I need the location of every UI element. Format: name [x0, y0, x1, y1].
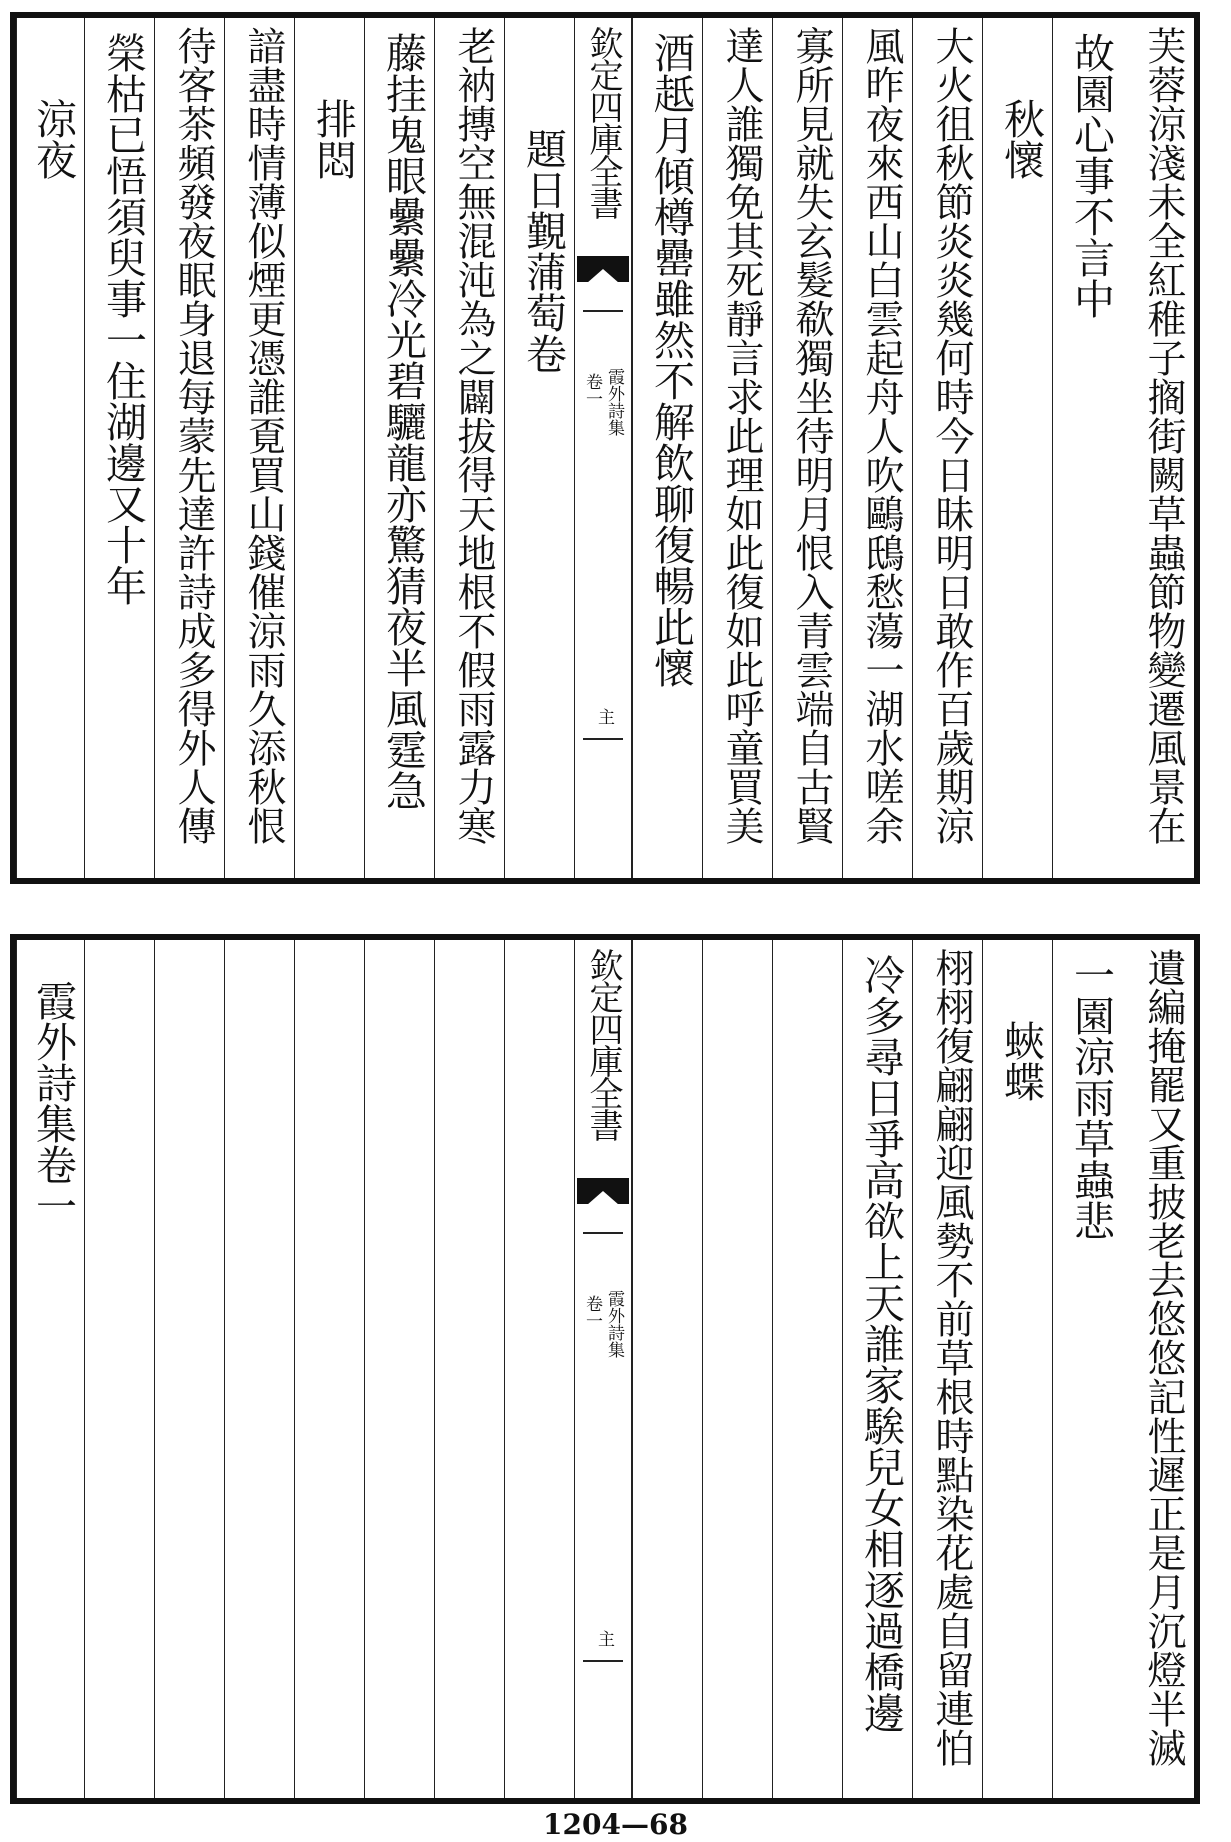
bottom-leaf-number: 主 [594, 1630, 614, 1647]
bottom-col-4 [912, 940, 982, 1798]
bottom-col-2 [1052, 940, 1122, 1798]
top-col-10-text: 題日覲蒲萄卷 [519, 128, 567, 374]
top-col-4 [912, 18, 982, 878]
bottom-col-3 [982, 940, 1052, 1798]
bottom-center-margin [574, 940, 632, 1798]
top-col-16 [84, 18, 154, 878]
top-col-13-text: 排悶 [309, 98, 357, 180]
top-fishtail [577, 256, 629, 282]
bottom-center-title: 欽定四庫全書 [583, 948, 623, 1140]
bottom-col-4-text: 栩栩復翩翩迎風勢不前草根時點染花處自留連怕 [929, 948, 974, 1767]
top-col-6 [772, 18, 842, 878]
top-col-10 [504, 18, 574, 878]
top-col-17-text: 涼夜 [29, 98, 77, 180]
bottom-fishtail [577, 1178, 629, 1204]
top-col-7 [702, 18, 772, 878]
top-fishtail-line [583, 310, 623, 312]
top-col-6-text: 寡所見就失玄髮欷獨坐待明月恨入青雲端自古賢 [789, 26, 834, 845]
top-col-14-text: 諳盡時情薄似煙更憑誰覔買山錢催涼雨久添秋恨 [241, 26, 286, 845]
top-col-3-text: 秋懷 [997, 98, 1045, 180]
top-leaf-number: 主 [594, 708, 614, 725]
bottom-col-10 [504, 940, 574, 1798]
bottom-col-16 [84, 940, 154, 1798]
bottom-col-5 [842, 940, 912, 1798]
bottom-col-8 [632, 940, 702, 1798]
top-col-14 [224, 18, 294, 878]
top-center-margin [574, 18, 632, 878]
bottom-fishtail-line [583, 1232, 623, 1234]
bottom-col-17 [16, 940, 84, 1798]
bottom-col-6 [772, 940, 842, 1798]
top-col-8 [632, 18, 702, 878]
top-col-1-text: 芙蓉涼淺未全紅稚子搁街闕草蟲節物變遷風景在 [1141, 26, 1186, 845]
top-col-12 [364, 18, 434, 878]
top-col-13 [294, 18, 364, 878]
top-col-2-text: 故園心事不言中 [1067, 32, 1115, 319]
bottom-col-7 [702, 940, 772, 1798]
page-top [10, 12, 1200, 884]
top-col-11-text: 老衲摶空無混沌為之闢拔得天地根不假雨露力寒 [451, 26, 496, 845]
bottom-col-5-text: 冷多尋日爭高欲上天誰家騃兒女相逐過橋邊 [857, 954, 905, 1733]
top-col-5-text: 風昨夜來西山白雲起舟人吹鷗䲭愁蕩一湖水嗟余 [859, 26, 904, 845]
bottom-bottom-line [583, 1660, 623, 1662]
bottom-col-13 [294, 940, 364, 1798]
top-col-17 [16, 18, 84, 878]
top-col-5 [842, 18, 912, 878]
top-col-8-text: 酒赿月傾樽罍雖然不解飲聊復暢此懷 [647, 32, 695, 688]
top-col-15 [154, 18, 224, 878]
bottom-col-1-text: 遺編掩罷又重披老去悠悠記性遲正是月沉燈半滅 [1141, 948, 1186, 1767]
bottom-col-2-text: 一園涼雨草蟲悲 [1067, 954, 1115, 1241]
volume-heading: 霞外詩集卷一 [29, 980, 77, 1226]
top-bottom-line [583, 738, 623, 740]
bottom-col-14 [224, 940, 294, 1798]
bottom-col-12 [364, 940, 434, 1798]
top-center-title: 欽定四庫全書 [583, 26, 623, 218]
bottom-col-11 [434, 940, 504, 1798]
bottom-book-title: 霞外詩集 [604, 1290, 624, 1358]
bottom-col-3-text: 蛺蝶 [997, 1020, 1045, 1102]
bottom-col-15 [154, 940, 224, 1798]
top-col-2 [1052, 18, 1122, 878]
top-col-12-text: 藤挂鬼眼纍纍冷光碧驪龍亦驚猜夜半風霆急 [379, 32, 427, 811]
top-col-1 [1122, 18, 1194, 878]
top-col-11 [434, 18, 504, 878]
top-col-3 [982, 18, 1052, 878]
top-col-7-text: 達人誰獨免其死靜言求此理如此復如此呼童買美 [719, 26, 764, 845]
top-book-title: 霞外詩集 [604, 368, 624, 436]
page-number: 1204—68 [543, 1808, 688, 1841]
bottom-col-1 [1122, 940, 1194, 1798]
page-bottom [10, 934, 1200, 1804]
top-volume: 卷一 [582, 373, 602, 407]
top-col-16-text: 榮枯已悟須臾事一住湖邊又十年 [99, 32, 147, 606]
bottom-volume: 卷一 [582, 1295, 602, 1329]
top-col-4-text: 大火徂秋節炎炎幾何時今日昧明日敢作百歲期涼 [929, 26, 974, 845]
top-col-15-text: 待客茶頻發夜眠身退每蒙先達許詩成多得外人傳 [171, 26, 216, 845]
